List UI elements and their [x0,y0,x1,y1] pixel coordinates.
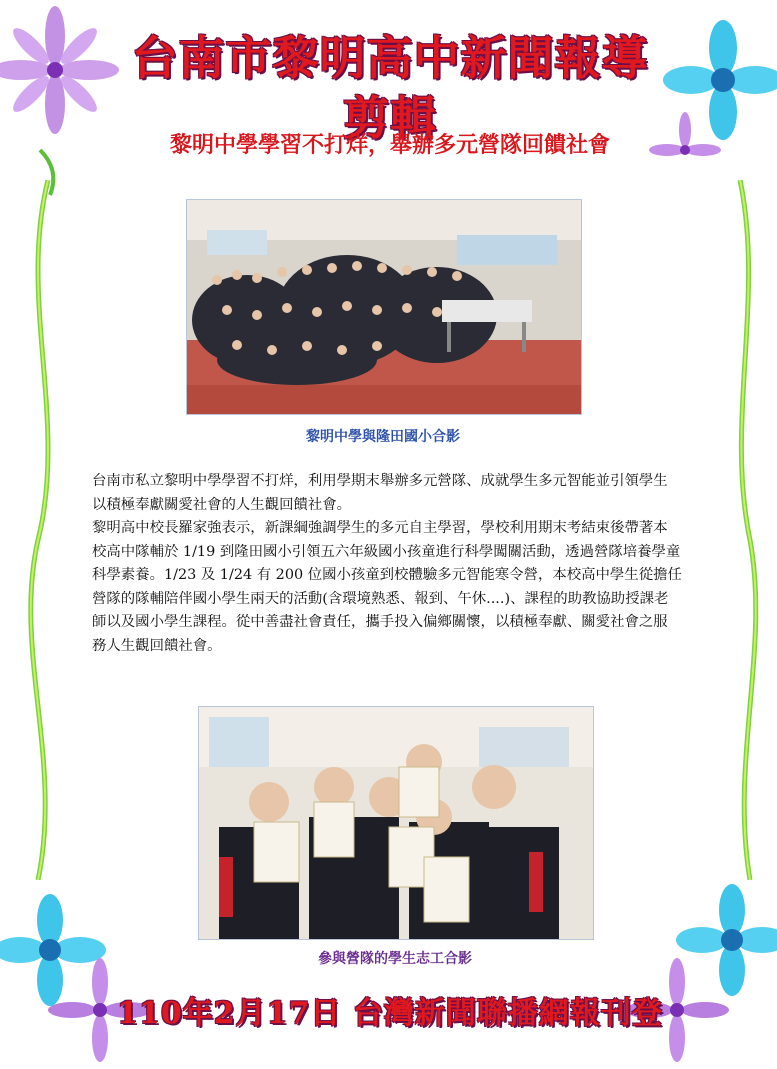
page-title: 台南市黎明高中新聞報導剪輯 [131,31,649,145]
group-photo-illustration [187,200,581,414]
article-paragraph: 台南市私立黎明中學學習不打烊，利用學期末舉辦多元營隊、成就學生多元智能並引領學生以積極奉獻關愛社會的人生觀回饋社會。 [92,473,668,513]
article-headline: 黎明中學學習不打烊，舉辦多元營隊回饋社會 [169,132,610,158]
flower-corner-bottom-right-icon [627,860,777,1069]
flower-corner-top-right-icon [645,0,777,200]
flower-corner-top-left-icon [0,0,130,200]
vine-left-icon [8,180,78,880]
photo-caption-1: 黎明中學與隆田國小合影 [306,429,460,445]
article-paragraph: 黎明高中校長羅家強表示，新課綱強調學生的多元自主學習，學校利用期末考結束後帶著本校高中隊輔於 1/19 到隆田國小引領五六年級國小孩童進行科學闖關活動，透過營隊培養學童科學素養。1/23 及 1/24 有 200 位國小孩童到校體驗多元智能寒令營，本校高中學生從擔任營隊的隊輔陪伴國小學生兩天的活動(含環境熟悉、報到、午休....)、課程的助教協助授課老師以及國小學生課程。從中善盡社會責任，攜手投入偏鄉關懷，以積極奉獻、關愛社會之服務人生觀回饋社會。 [92,520,682,654]
publication-footer: 110年2月17日 台灣新聞聯播網報刊登 [117,996,663,1031]
volunteer-photo-illustration [199,707,593,939]
vine-right-icon [720,180,777,880]
photo-caption-2: 參與營隊的學生志工合影 [318,951,472,967]
flower-corner-bottom-left-icon [0,860,150,1069]
group-photo [186,199,582,415]
article-body [92,470,682,658]
volunteer-photo [198,706,594,940]
